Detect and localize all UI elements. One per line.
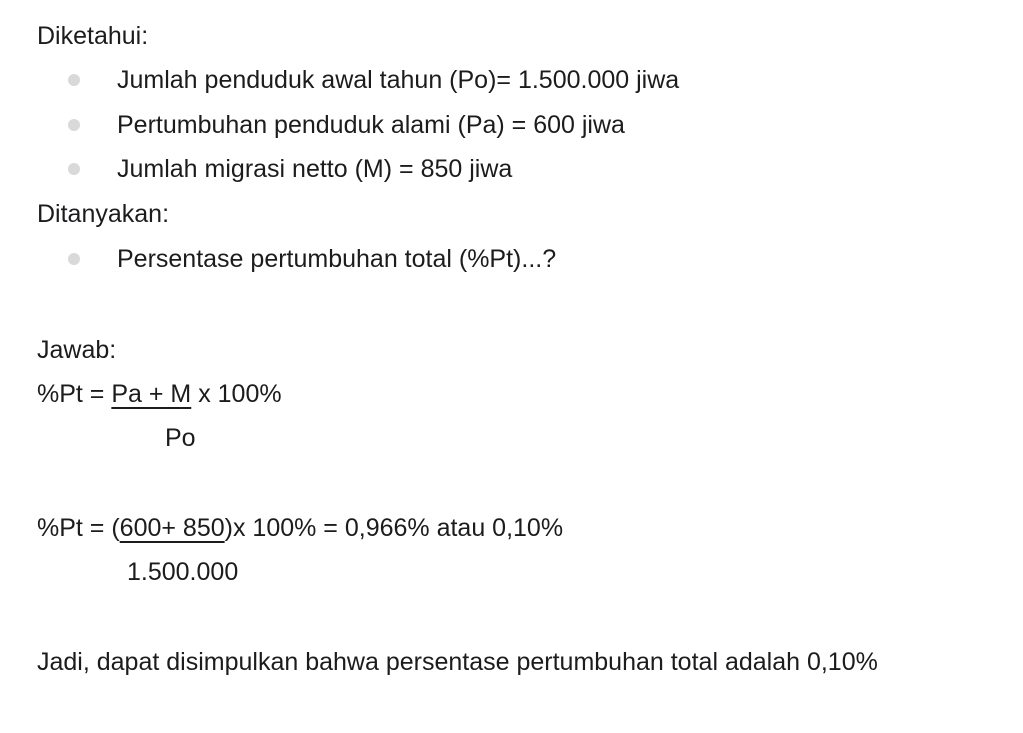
known-item-label: Jumlah penduduk awal tahun (Po)= 1.500.000 jiwa — [117, 66, 680, 94]
asked-item-label: Persentase pertumbuhan total (%Pt)...? — [117, 245, 557, 273]
bullet-icon — [68, 74, 80, 86]
bullet-icon — [68, 253, 80, 265]
asked-heading: Ditanyakan: — [37, 200, 170, 228]
formula-line — [37, 379, 282, 409]
calc-denominator: 1.500.000 — [127, 558, 239, 586]
known-item-label: Jumlah migrasi netto (M) = 850 jiwa — [117, 155, 513, 183]
answer-heading: Jawab: — [37, 336, 117, 364]
formula-tail: x 100% — [191, 380, 282, 408]
conclusion: Jadi, dapat disimpulkan bahwa persentase pertumbuhan total adalah 0,10% — [37, 648, 878, 676]
bullet-icon — [68, 163, 80, 175]
known-item-label: Pertumbuhan penduduk alami (Pa) = 600 jiwa — [117, 111, 625, 139]
calc-numerator: 600+ 850 — [119, 514, 225, 542]
calc-tail: )x 100% = 0,966% atau 0,10% — [224, 514, 564, 542]
calc-lhs: %Pt = ( — [37, 514, 120, 542]
bullet-icon — [68, 119, 80, 131]
formula-lhs: %Pt = — [37, 380, 112, 408]
formula-denominator: Po — [165, 424, 196, 452]
calc-line — [37, 513, 563, 543]
known-heading: Diketahui: — [37, 22, 149, 50]
formula-numerator: Pa + M — [111, 380, 192, 408]
